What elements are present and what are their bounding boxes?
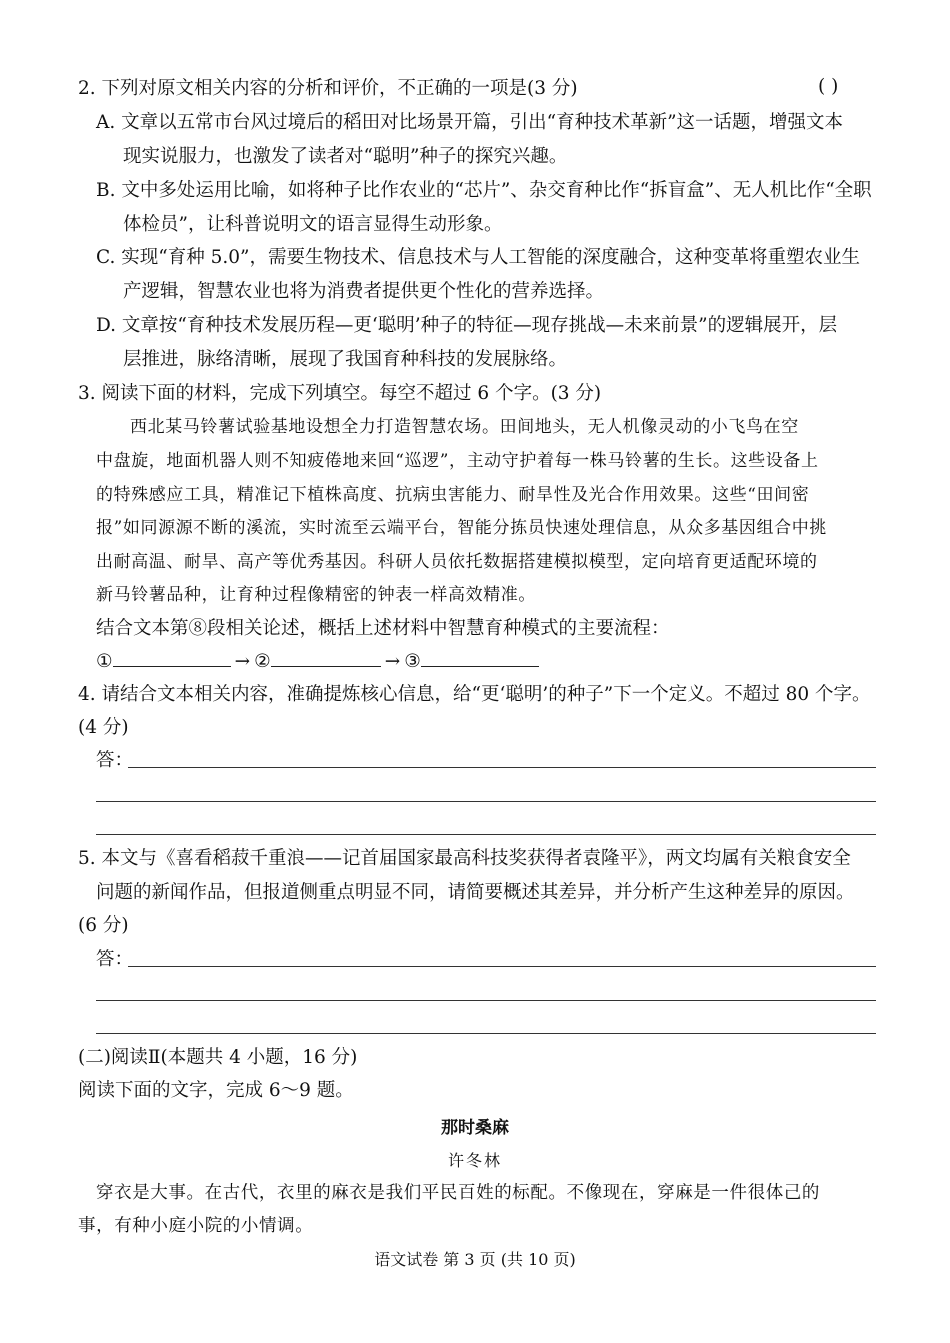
q5-stem-line1: 5. 本文与《喜看稻菽千重浪——记首届国家最高科技奖获得者袁隆平》，两文均属有关粮食安全 xyxy=(78,848,851,869)
q3-stem: 3. 阅读下面的材料，完成下列填空。每空不超过 6 个字。(3 分) xyxy=(78,383,602,404)
q4-stem-line1: 4. 请结合文本相关内容，准确提炼核心信息，给“更‘聪明’的种子”下一个定义。不超过 80 个字。 xyxy=(78,684,871,705)
q3-prompt: 结合文本第⑧段相关论述，概括上述材料中智慧育种模式的主要流程： xyxy=(96,618,670,639)
blank-2-marker: ② xyxy=(254,651,271,672)
q2-option-c-line1: C. 实现“育种 5.0”，需要生物技术、信息技术与人工智能的深度融合，这种变革将重塑农业生 xyxy=(96,247,860,268)
blank-3-input[interactable] xyxy=(421,648,539,667)
article-author: 许冬林 xyxy=(447,1151,502,1170)
q4-answer-line[interactable] xyxy=(96,801,876,802)
arrow-icon: → xyxy=(234,651,251,672)
q5-stem-line3: (6 分) xyxy=(78,915,129,936)
q2-option-b-line2: 体检员”，让科普说明文的语言显得生动形象。 xyxy=(123,214,503,235)
q2-option-c-line2: 产逻辑，智慧农业也将为消费者提供更个性化的营养选择。 xyxy=(123,281,605,302)
q5-answer-label: 答： xyxy=(96,949,134,970)
q2-option-d-line1: D. 文章按“育种技术发展历程—更‘聪明’种子的特征—现存挑战—未来前景”的逻辑展开，层 xyxy=(96,315,838,336)
q5-answer-line[interactable] xyxy=(96,1033,876,1034)
blank-1-marker: ① xyxy=(96,651,113,672)
q5-answer-line[interactable] xyxy=(96,1000,876,1001)
page-footer: 语文试卷 第 3 页 (共 10 页) xyxy=(374,1250,576,1269)
q5-stem-line2: 问题的新闻作品，但报道侧重点明显不同，请简要概述其差异，并分析产生这种差异的原因。 xyxy=(96,882,855,903)
q2-stem: 2. 下列对原文相关内容的分析和评价，不正确的一项是(3 分) xyxy=(78,78,578,99)
q4-answer-line[interactable] xyxy=(128,767,876,768)
answer-parenthesis: ( ) xyxy=(818,76,839,97)
q3-material-line: 出耐高温、耐旱、高产等优秀基因。科研人员依托数据搭建模拟模型，定向培育更适配环境的 xyxy=(96,552,818,572)
q3-material-line: 中盘旋，地面机器人则不知疲倦地来回“巡逻”，主动守护着每一株马铃薯的生长。这些设备上 xyxy=(96,451,819,471)
arrow-icon: → xyxy=(384,651,401,672)
blank-1-input[interactable] xyxy=(113,648,231,667)
q3-material-line: 报”如同源源不断的溪流，实时流至云端平台，智能分拣员快速处理信息，从众多基因组合中挑 xyxy=(96,518,827,538)
q3-material-line: 新马铃薯品种，让育种过程像精密的钟表一样高效精准。 xyxy=(96,585,536,605)
article-paragraph-line1: 穿衣是大事。在古代，衣里的麻衣是我们平民百姓的标配。不像现在，穿麻是一件很体己的 xyxy=(96,1183,820,1203)
section2-instruction: 阅读下面的文字，完成 6～9 题。 xyxy=(78,1080,354,1101)
q4-answer-label: 答： xyxy=(96,750,134,771)
article-title: 那时桑麻 xyxy=(441,1118,509,1138)
article-paragraph-line2: 事，有种小庭小院的小情调。 xyxy=(78,1216,314,1236)
q2-option-d-line2: 层推进，脉络清晰，展现了我国育种科技的发展脉络。 xyxy=(123,349,568,370)
q5-answer-line[interactable] xyxy=(128,966,876,967)
q2-option-a-line1: A. 文章以五常市台风过境后的稻田对比场景开篇，引出“育种技术革新”这一话题，增强文本 xyxy=(96,112,844,133)
q4-answer-line[interactable] xyxy=(96,834,876,835)
q3-material-line: 的特殊感应工具，精准记下植株高度、抗病虫害能力、耐旱性及光合作用效果。这些“田间密 xyxy=(96,485,810,505)
q2-option-a-line2: 现实说服力，也激发了读者对“聪明”种子的探究兴趣。 xyxy=(123,146,568,167)
q2-option-b-line1: B. 文中多处运用比喻，如将种子比作农业的“芯片”、杂交育种比作“拆盲盒”、无人机比作“全职 xyxy=(96,180,872,201)
section2-heading: (二)阅读Ⅱ(本题共 4 小题，16 分) xyxy=(78,1047,358,1068)
blank-3-marker: ③ xyxy=(404,651,421,672)
blank-2-input[interactable] xyxy=(271,648,381,667)
q3-blanks-row xyxy=(96,648,539,675)
q3-material-line: 西北某马铃薯试验基地设想全力打造智慧农场。田间地头，无人机像灵动的小飞鸟在空 xyxy=(130,417,799,437)
q4-stem-line2: (4 分) xyxy=(78,717,129,738)
